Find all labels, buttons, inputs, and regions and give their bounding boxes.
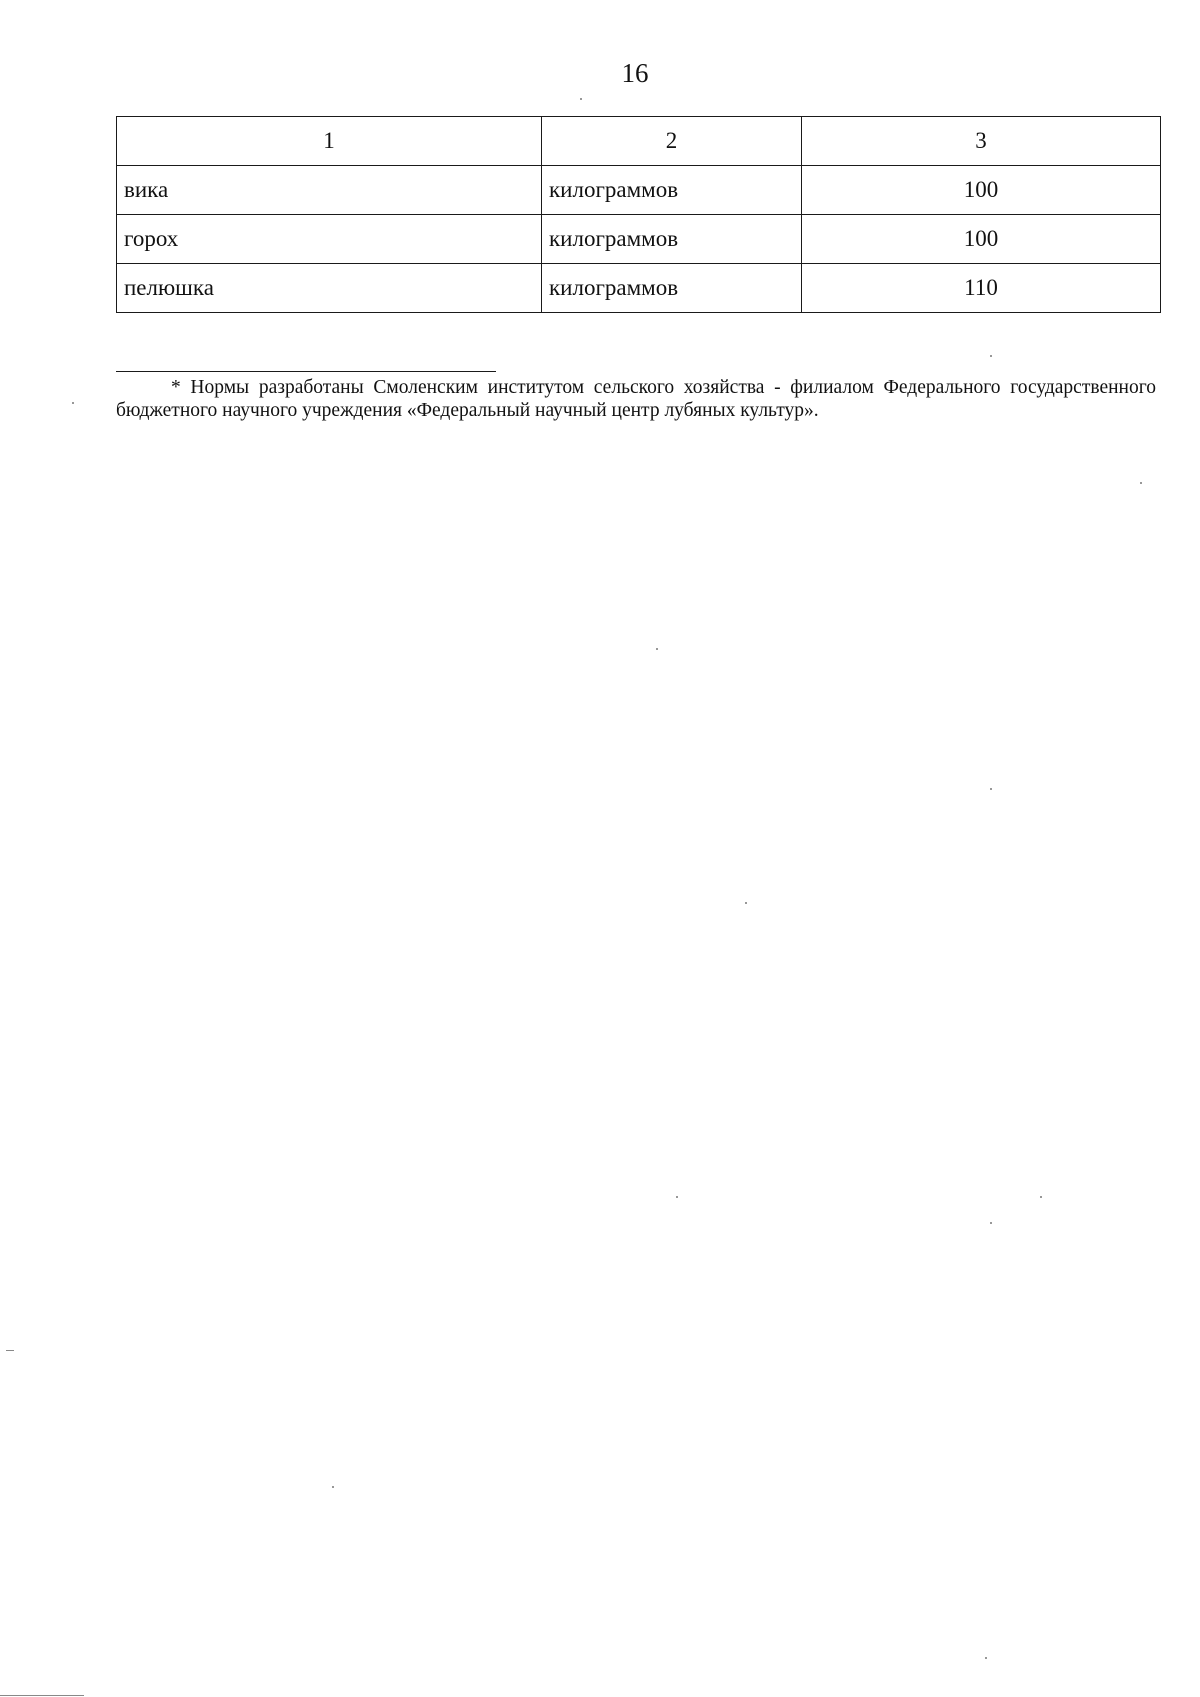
table-row: [117, 166, 1161, 215]
norms-table: [116, 116, 1161, 313]
crop-name-cell: пелюшка: [117, 264, 542, 313]
scan-speck: [990, 355, 992, 357]
crop-name-cell: горох: [117, 215, 542, 264]
table-row: [117, 215, 1161, 264]
crop-name-cell: вика: [117, 166, 542, 215]
footnote-separator: [116, 371, 496, 372]
footnote: [116, 376, 1156, 422]
unit-cell: килограммов: [542, 166, 802, 215]
scan-speck: [72, 402, 74, 404]
scan-speck: [580, 98, 582, 100]
scan-speck: [676, 1196, 678, 1198]
scan-speck: [332, 1486, 334, 1488]
value-cell: 100: [802, 215, 1161, 264]
scan-speck: [656, 648, 658, 650]
scan-mark: [0, 1695, 84, 1696]
column-header-3: 3: [802, 117, 1161, 166]
unit-cell: килограммов: [542, 264, 802, 313]
column-header-1: 1: [117, 117, 542, 166]
value-cell: 110: [802, 264, 1161, 313]
scan-speck: [985, 1657, 987, 1659]
value-cell: 100: [802, 166, 1161, 215]
table-header-row: [117, 117, 1161, 166]
scan-speck: [1040, 1196, 1042, 1198]
scan-mark: [6, 1350, 14, 1351]
scan-speck: [990, 1222, 992, 1224]
scan-speck: [745, 902, 747, 904]
scan-speck: [990, 788, 992, 790]
unit-cell: килограммов: [542, 215, 802, 264]
column-header-2: 2: [542, 117, 802, 166]
page-number: 16: [621, 58, 649, 88]
table-row: [117, 264, 1161, 313]
scan-speck: [1140, 482, 1142, 484]
footnote-text: * Нормы разработаны Смоленским институтом сельского хозяйства - филиалом Федерального государственного бюджетного научного учреждения «Федеральный научный центр лубяных культур».: [116, 377, 1156, 421]
